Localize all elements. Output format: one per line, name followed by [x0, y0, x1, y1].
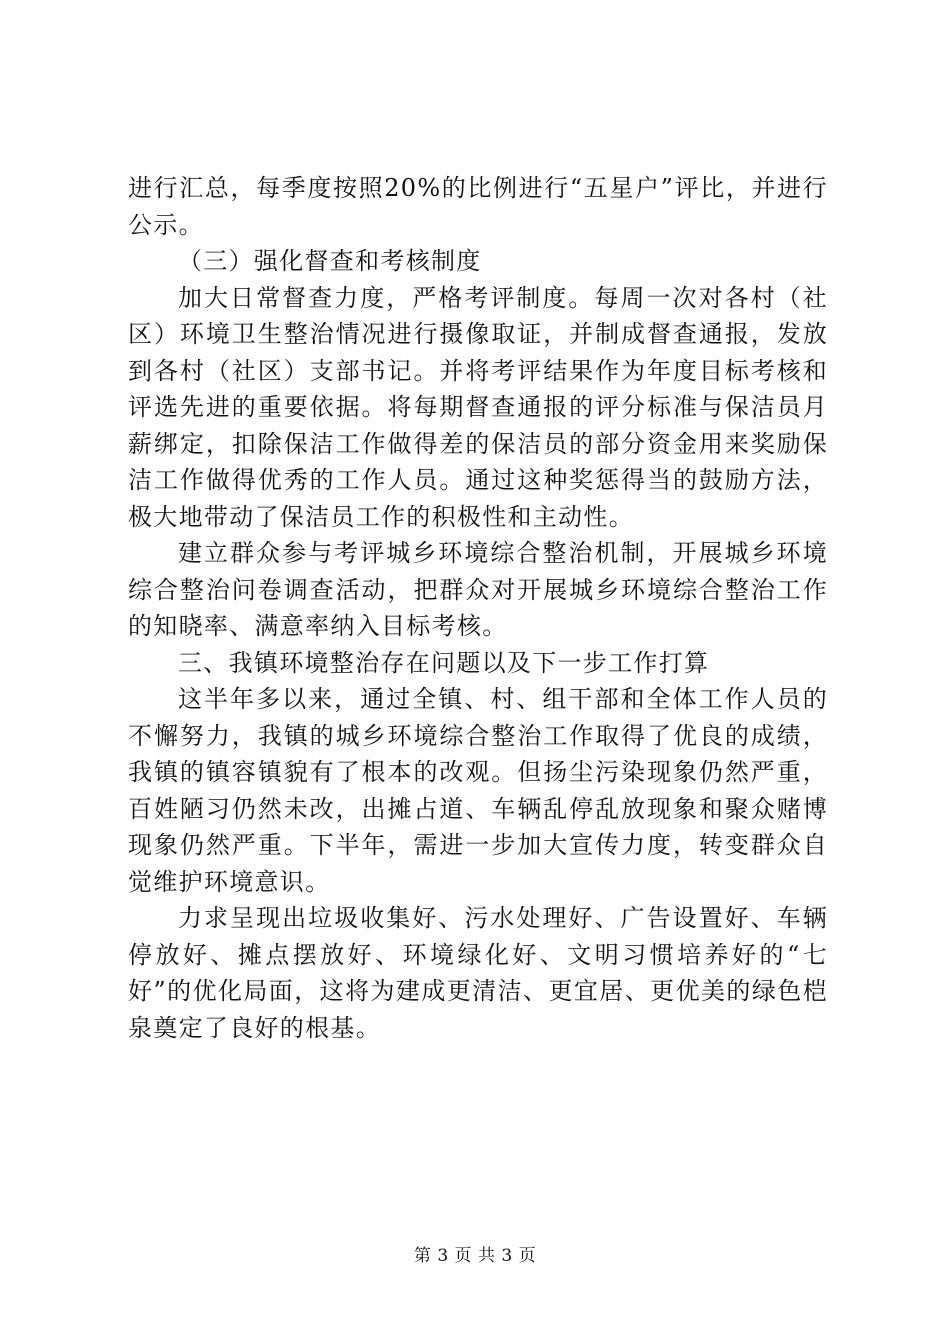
paragraph-achievements: 这半年多以来，通过全镇、村、组干部和全体工作人员的不懈努力，我镇的城乡环境综合整治工作取得了优良的成绩，我镇的镇容镇貌有了根本的改观。但扬尘污染现象仍然严重，百姓陋习仍然未改，出摊占道、车辆乱停乱放现象和聚众赌博现象仍然严重。下半年，需进一步加大宣传力度，转变群众自觉维护环境意识。	[128, 685, 828, 896]
document-body	[128, 170, 828, 1046]
paragraph-supervision: 加大日常督查力度，严格考评制度。每周一次对各村（社区）环境卫生整治情况进行摄像取证，并制成督查通报，发放到各村（社区）支部书记。并将考评结果作为年度目标考核和评选先进的重要依据。将每期督查通报的评分标准与保洁员月薪绑定，扣除保洁工作做得差的保洁员的部分资金用来奖励保洁工作做得优秀的工作人员。通过这种奖惩得当的鼓励方法，极大地带动了保洁员工作的积极性和主动性。	[128, 283, 828, 531]
section-heading-supervision: （三）强化督查和考核制度	[178, 247, 482, 275]
paragraph-goals: 力求呈现出垃圾收集好、污水处理好、广告设置好、车辆停放好、摊点摆放好、环境绿化好、文明习惯培养好的“七好”的优化局面，这将为建成更清洁、更宜居、更优美的绿色桤泉奠定了良好的根基。	[128, 904, 828, 1042]
page-number-footer: 第 3 页 共 3 页	[413, 1246, 537, 1266]
section-heading-problems-plans: 三、我镇环境整治存在问题以及下一步工作打算	[178, 648, 710, 677]
paragraph-continuation: 进行汇总，每季度按照20%的比例进行“五星户”评比，并进行公示。	[128, 174, 828, 239]
paragraph-public-evaluation: 建立群众参与考评城乡环境综合整治机制，开展城乡环境综合整治问卷调查活动，把群众对开展城乡环境综合整治工作的知晓率、满意率纳入目标考核。	[128, 539, 828, 640]
